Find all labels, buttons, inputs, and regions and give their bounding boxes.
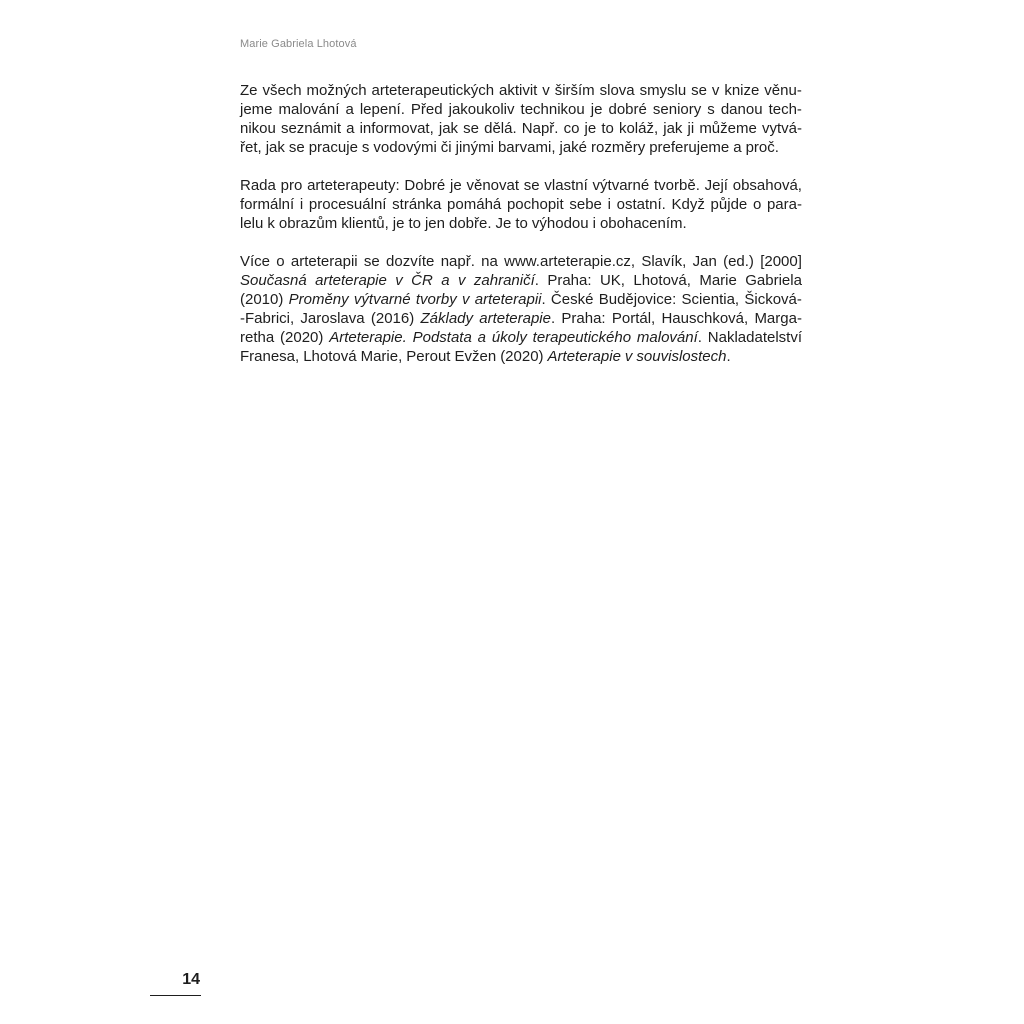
text-line: Rada pro arteterapeuty: Dobré je věnovat se vlastní výtvarné tvorbě. Její obsahová,: [240, 177, 802, 194]
paragraph: [240, 252, 802, 366]
text-line: lelu k obrazům klientů, je to jen dobře. Je to výhodou i obohacením.: [240, 215, 687, 232]
text-line: Více o arteterapii se dozvíte např. na www.arteterapie.cz, Slavík, Jan (ed.) [2000]: [240, 253, 802, 270]
page-number: 14: [182, 971, 200, 988]
paragraph-spacer: [240, 157, 802, 176]
paragraph: [240, 81, 802, 157]
running-head-author: Marie Gabriela Lhotová: [240, 38, 357, 50]
text-line: retha (2020) Arteterapie. Podstata a úkoly terapeutického malování. Nakladatelství: [240, 329, 802, 346]
text-line: Ze všech možných arteterapeutických aktivit v širším slova smyslu se v knize věnu-: [240, 82, 802, 99]
page-number-rule: [150, 995, 201, 996]
paragraph-spacer: [240, 233, 802, 252]
text-line: Franesa, Lhotová Marie, Perout Evžen (2020) Arteterapie v souvislostech.: [240, 348, 731, 365]
text-line: řet, jak se pracuje s vodovými či jinými barvami, jaké rozměry preferujeme a proč.: [240, 139, 779, 156]
text-line: nikou seznámit a informovat, jak se dělá. Např. co je to koláž, jak ji můžeme vytvá-: [240, 120, 802, 137]
text-line: Současná arteterapie v ČR a v zahraničí. Praha: UK, Lhotová, Marie Gabriela: [240, 272, 802, 289]
paragraph: [240, 176, 802, 233]
body-text: [240, 81, 802, 366]
text-line: jeme malování a lepení. Před jakoukoliv technikou je dobré seniory s danou tech-: [240, 101, 802, 118]
text-line: formální i procesuální stránka pomáhá pochopit sebe i ostatní. Když půjde o para-: [240, 196, 802, 213]
text-line: -Fabrici, Jaroslava (2016) Základy arteterapie. Praha: Portál, Hauschková, Marga-: [240, 310, 802, 327]
text-line: (2010) Proměny výtvarné tvorby v arteterapii. České Budějovice: Scientia, Šicková-: [240, 291, 802, 308]
